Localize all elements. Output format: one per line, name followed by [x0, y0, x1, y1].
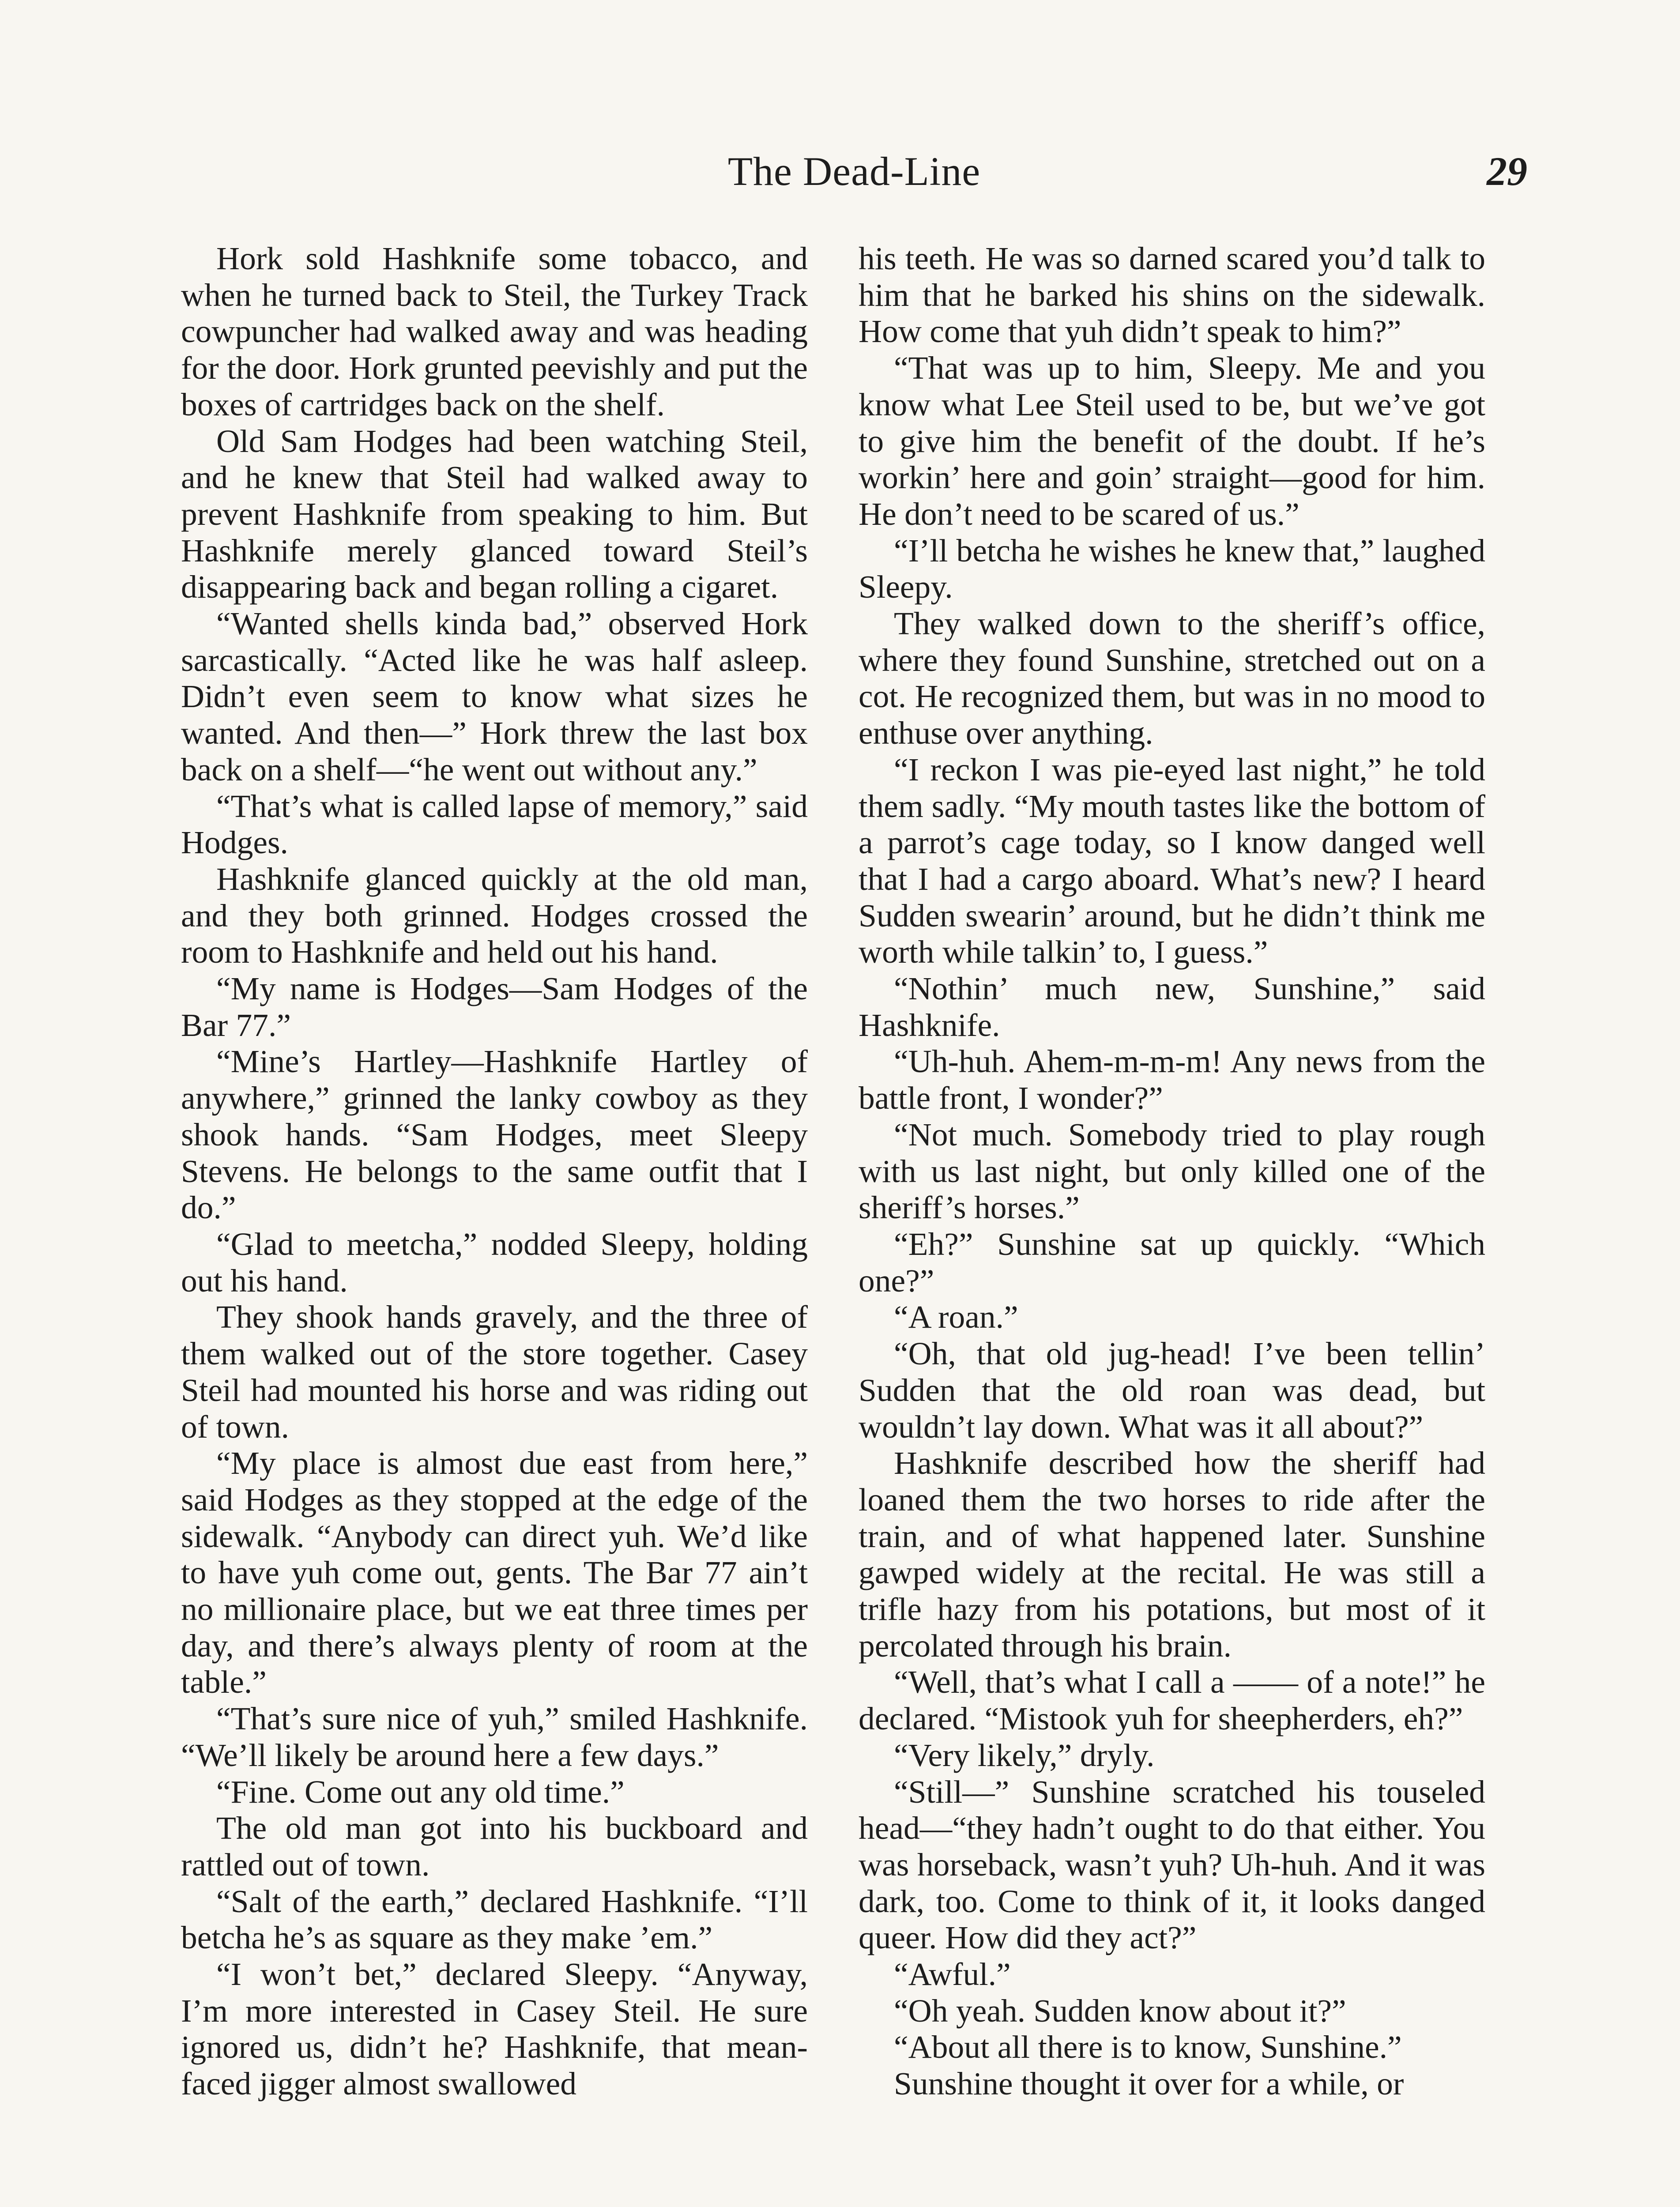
paragraph: “Nothin’ much new, Sunshine,” said Hashknife. — [859, 971, 1485, 1043]
paragraph: “Glad to meetcha,” nodded Sleepy, holding out his hand. — [181, 1226, 808, 1299]
paragraph: “Eh?” Sunshine sat up quickly. “Which one?” — [859, 1226, 1485, 1299]
paragraph: Old Sam Hodges had been watching Steil, and he knew that Steil had walked away to prevent Hashknife from speaking to him. But Hashknife merely glanced toward Steil’s disappearing back and began rolling a cigaret. — [181, 423, 808, 605]
paragraph: The old man got into his buckboard and rattled out of town. — [181, 1810, 808, 1883]
paragraph: Sunshine thought it over for a while, or — [894, 2066, 1404, 2102]
page-number: 29 — [1487, 149, 1527, 194]
paragraph: “I won’t bet,” declared Sleepy. “Anyway, I’m more interested in Casey Steil. He sure ignored us, didn’t he? Hashknife, that mean-faced jigger almost swallowed — [181, 1956, 808, 2102]
paragraph: “Oh, that old jug-head! I’ve been tellin’ Sudden that the old roan was dead, but wouldn’t lay down. What was it all about?” — [859, 1336, 1485, 1445]
paragraph: “My name is Hodges—Sam Hodges of the Bar 77.” — [181, 971, 808, 1043]
paragraph: “I’ll betcha he wishes he knew that,” laughed Sleepy. — [859, 532, 1485, 605]
paragraph: “Fine. Come out any old time.” — [216, 1774, 625, 1810]
paragraph: They walked down to the sheriff’s office, where they found Sunshine, stretched out on a cot. He recognized them, but was in no mood to enthuse over anything. — [859, 606, 1485, 751]
left-text-column — [181, 241, 808, 2207]
paragraph: “My place is almost due east from here,” said Hodges as they stopped at the edge of the sidewalk. “Anybody can direct yuh. We’d like to have yuh come out, gents. The Bar 77 ain’t no millionaire place, but we eat three times per day, and there’s always plenty of room at the table.” — [181, 1445, 808, 1700]
paragraph: Hashknife described how the sheriff had loaned them the two horses to ride after the train, and of what happened later. Sunshine gawped widely at the recital. He was still a trifle hazy from his potations, but most of it percolated through his brain. — [859, 1445, 1485, 1664]
paragraph: “A roan.” — [894, 1299, 1018, 1335]
right-text-column — [859, 241, 1485, 2207]
paragraph: Hashknife glanced quickly at the old man, and they both grinned. Hodges crossed the room to Hashknife and held out his hand. — [181, 861, 808, 970]
paragraph: Hork sold Hashknife some tobacco, and when he turned back to Steil, the Turkey Track cowpuncher had walked away and was heading for the door. Hork grunted peevishly and put the boxes of cartridges back on the shelf. — [181, 241, 808, 422]
paragraph: “That was up to him, Sleepy. Me and you know what Lee Steil used to be, but we’ve got to give him the benefit of the doubt. If he’s workin’ here and goin’ straight—good for him. He don’t need to be scared of us.” — [859, 350, 1485, 532]
paragraph: “Wanted shells kinda bad,” observed Hork sarcastically. “Acted like he was half asleep. Didn’t even seem to know what sizes he wanted. And then—” Hork threw the last box back on a shelf—“he went out without any.” — [181, 606, 808, 787]
paragraph: “I reckon I was pie-eyed last night,” he told them sadly. “My mouth tastes like the bottom of a parrot’s cage today, so I know danged well that I had a cargo aboard. What’s new? I heard Sudden swearin’ around, but he didn’t think me worth while talkin’ to, I guess.” — [859, 751, 1485, 970]
paragraph: “Very likely,” dryly. — [894, 1737, 1155, 1773]
paragraph: his teeth. He was so darned scared you’d talk to him that he barked his shins on the sidewalk. How come that yuh didn’t speak to him?” — [859, 241, 1485, 350]
paragraph: “Uh-huh. Ahem-m-m-m! Any news from the battle front, I wonder?” — [859, 1043, 1485, 1116]
running-title: The Dead-Line — [727, 149, 981, 194]
paragraph: “Not much. Somebody tried to play rough with us last night, but only killed one of the sheriff’s horses.” — [859, 1116, 1485, 1226]
paragraph: “That’s what is called lapse of memory,” said Hodges. — [181, 788, 808, 861]
paragraph: “Oh yeah. Sudden know about it?” — [894, 1992, 1346, 2029]
paragraph: “Well, that’s what I call a —— of a note!” he declared. “Mistook yuh for sheepherders, eh?” — [859, 1664, 1485, 1737]
paragraph: “Salt of the earth,” declared Hashknife. “I’ll betcha he’s as square as they make ’em.” — [181, 1883, 808, 1956]
paragraph: “Awful.” — [894, 1956, 1011, 1992]
paragraph: “Mine’s Hartley—Hashknife Hartley of anywhere,” grinned the lanky cowboy as they shook hands. “Sam Hodges, meet Sleepy Stevens. He belongs to the same outfit that I do.” — [181, 1043, 808, 1226]
page-header — [181, 148, 1527, 205]
paragraph: “Still—” Sunshine scratched his touseled head—“they hadn’t ought to do that either. You was horseback, wasn’t yuh? Uh-huh. And it was dark, too. Come to think of it, it looks danged queer. How did they act?” — [859, 1774, 1485, 1956]
paragraph: “About all there is to know, Sunshine.” — [894, 2029, 1402, 2065]
paragraph: “That’s sure nice of yuh,” smiled Hashknife. “We’ll likely be around here a few days.” — [181, 1701, 808, 1773]
paragraph: They shook hands gravely, and the three of them walked out of the store together. Casey Steil had mounted his horse and was riding out of town. — [181, 1299, 808, 1445]
